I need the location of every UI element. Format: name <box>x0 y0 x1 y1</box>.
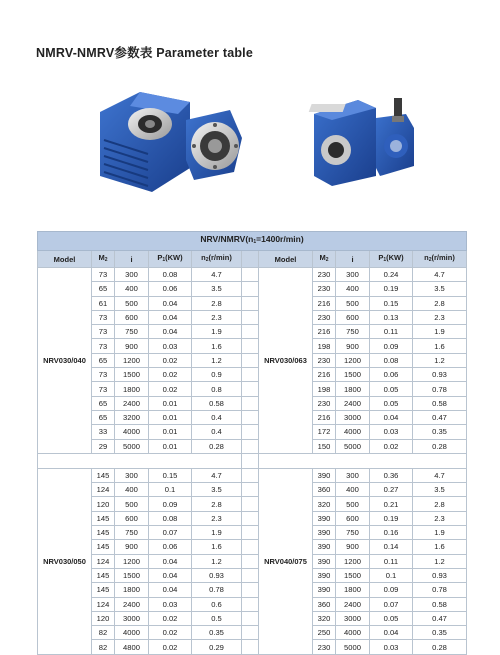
table-cell: 0.03 <box>370 425 413 439</box>
column-gap <box>242 583 259 597</box>
table-cell: 0.24 <box>370 268 413 282</box>
table-cell: 4.7 <box>192 468 242 482</box>
table-cell: 0.08 <box>149 268 192 282</box>
table-cell: 0.58 <box>192 396 242 410</box>
table-cell: 33 <box>92 425 115 439</box>
table-cell: 0.04 <box>149 554 192 568</box>
table-cell: 1200 <box>115 554 149 568</box>
table-cell: 3.5 <box>192 483 242 497</box>
table-cell: 2.8 <box>413 497 467 511</box>
table-cell: 73 <box>92 382 115 396</box>
table-cell: 4000 <box>336 626 370 640</box>
table-cell: 0.02 <box>149 368 192 382</box>
table-row <box>38 325 467 339</box>
table-cell: 2.8 <box>413 296 467 310</box>
model-cell: NRV030/063 <box>259 268 313 454</box>
table-row <box>38 310 467 324</box>
table-cell: 2.3 <box>192 310 242 324</box>
table-cell: 390 <box>313 540 336 554</box>
table-cell: 500 <box>336 497 370 511</box>
table-row <box>38 526 467 540</box>
table-cell: 0.4 <box>192 410 242 424</box>
table-cell: 145 <box>92 568 115 582</box>
table-cell: 600 <box>115 310 149 324</box>
table-cell: 390 <box>313 511 336 525</box>
table-cell: 82 <box>92 640 115 654</box>
table-row <box>38 497 467 511</box>
col-header-i: i <box>115 251 149 268</box>
table-cell: 0.04 <box>370 626 413 640</box>
table-cell: 198 <box>313 382 336 396</box>
table-cell: 900 <box>336 339 370 353</box>
col-header-m2: $M_2$ <box>92 251 115 268</box>
table-cell: 230 <box>313 640 336 654</box>
table-cell: 0.15 <box>370 296 413 310</box>
table-cell: 750 <box>115 325 149 339</box>
table-cell: 0.8 <box>192 382 242 396</box>
column-gap <box>242 282 259 296</box>
table-cell: 1500 <box>115 568 149 582</box>
table-row <box>38 425 467 439</box>
table-cell: 0.05 <box>370 382 413 396</box>
table-cell: 145 <box>92 468 115 482</box>
table-row <box>38 282 467 296</box>
table-cell: 0.02 <box>149 640 192 654</box>
table-cell: 0.06 <box>149 540 192 554</box>
table-cell: 3000 <box>336 410 370 424</box>
column-gap <box>242 497 259 511</box>
table-cell: 230 <box>313 282 336 296</box>
table-cell: 5000 <box>336 439 370 453</box>
column-gap <box>242 483 259 497</box>
column-gap <box>242 439 259 453</box>
table-cell: 0.02 <box>149 611 192 625</box>
table-cell: 0.02 <box>149 626 192 640</box>
table-cell: 2.3 <box>413 511 467 525</box>
table-cell: 500 <box>115 497 149 511</box>
table-cell: 0.4 <box>192 425 242 439</box>
table-cell: 600 <box>336 310 370 324</box>
table-cell: 3200 <box>115 410 149 424</box>
column-gap <box>242 626 259 640</box>
table-cell: 4800 <box>115 640 149 654</box>
col-header-m2: $M_2$ <box>313 251 336 268</box>
table-cell: 198 <box>313 339 336 353</box>
table-cell: 0.01 <box>149 410 192 424</box>
column-gap <box>242 425 259 439</box>
column-gap <box>242 526 259 540</box>
parameter-table <box>37 231 467 655</box>
table-cell: 1.2 <box>413 353 467 367</box>
column-gap <box>242 540 259 554</box>
model-cell: NRV030/050 <box>38 468 92 654</box>
table-cell: 4.7 <box>413 468 467 482</box>
column-gap <box>242 396 259 410</box>
column-gap <box>242 597 259 611</box>
table-row <box>38 268 467 282</box>
table-cell: 390 <box>313 526 336 540</box>
table-cell: 145 <box>92 540 115 554</box>
col-header-n2: $n_2(r/\min)$ <box>413 251 467 268</box>
table-cell: 0.9 <box>192 368 242 382</box>
table-cell: 0.14 <box>370 540 413 554</box>
table-cell: 600 <box>115 511 149 525</box>
table-cell: 230 <box>313 396 336 410</box>
table-cell: 1500 <box>115 368 149 382</box>
column-gap <box>242 325 259 339</box>
table-cell: 29 <box>92 439 115 453</box>
table-cell: 400 <box>336 483 370 497</box>
table-cell: 120 <box>92 611 115 625</box>
col-header-p1: $P_1(KW)$ <box>370 251 413 268</box>
table-cell: 216 <box>313 368 336 382</box>
table-cell: 2.8 <box>192 497 242 511</box>
column-gap <box>242 554 259 568</box>
table-row <box>38 410 467 424</box>
table-cell: 2400 <box>115 597 149 611</box>
table-cell: 1800 <box>115 382 149 396</box>
table-row <box>38 396 467 410</box>
table-cell: 2.8 <box>192 296 242 310</box>
table-cell: 1.2 <box>413 554 467 568</box>
table-cell: 145 <box>92 583 115 597</box>
table-cell: 65 <box>92 353 115 367</box>
table-cell: 0.1 <box>370 568 413 582</box>
table-cell: 2400 <box>336 396 370 410</box>
model-cell: NRV030/040 <box>38 268 92 454</box>
table-cell: 360 <box>313 597 336 611</box>
table-cell: 0.19 <box>370 511 413 525</box>
table-cell: 0.03 <box>149 339 192 353</box>
table-cell: 0.28 <box>192 439 242 453</box>
table-cell: 390 <box>313 468 336 482</box>
table-cell: 61 <box>92 296 115 310</box>
group-spacer <box>38 453 467 468</box>
table-cell: 400 <box>115 483 149 497</box>
table-cell: 0.09 <box>149 497 192 511</box>
table-cell: 0.93 <box>192 568 242 582</box>
table-cell: 73 <box>92 368 115 382</box>
table-cell: 0.21 <box>370 497 413 511</box>
table-cell: 230 <box>313 310 336 324</box>
table-cell: 0.01 <box>149 425 192 439</box>
table-cell: 124 <box>92 483 115 497</box>
table-row <box>38 468 467 482</box>
table-cell: 1200 <box>115 353 149 367</box>
table-cell: 172 <box>313 425 336 439</box>
table-cell: 65 <box>92 410 115 424</box>
page-title: NMRV-NMRV参数表 Parameter table <box>36 46 254 60</box>
table-cell: 0.93 <box>413 568 467 582</box>
table-cell: 1.9 <box>192 526 242 540</box>
table-cell: 750 <box>115 526 149 540</box>
column-gap <box>242 296 259 310</box>
col-header-model: Model <box>259 251 313 268</box>
table-cell: 65 <box>92 282 115 296</box>
table-cell: 1.6 <box>192 339 242 353</box>
table-cell: 0.78 <box>413 583 467 597</box>
table-cell: 4.7 <box>192 268 242 282</box>
table-cell: 300 <box>336 268 370 282</box>
table-cell: 1800 <box>115 583 149 597</box>
table-cell: 1.9 <box>413 526 467 540</box>
table-cell: 0.1 <box>149 483 192 497</box>
table-row <box>38 439 467 453</box>
table-cell: 216 <box>313 325 336 339</box>
table-cell: 1.6 <box>192 540 242 554</box>
table-cell: 0.27 <box>370 483 413 497</box>
table-cell: 0.04 <box>370 410 413 424</box>
table-cell: 0.15 <box>149 468 192 482</box>
table-cell: 500 <box>336 296 370 310</box>
table-cell: 0.02 <box>149 382 192 396</box>
table-cell: 2.3 <box>413 310 467 324</box>
table-cell: 3000 <box>115 611 149 625</box>
col-header-p1: $P_1(KW)$ <box>149 251 192 268</box>
table-row <box>38 597 467 611</box>
table-cell: 0.78 <box>413 382 467 396</box>
table-cell: 0.16 <box>370 526 413 540</box>
table-row <box>38 339 467 353</box>
column-gap <box>242 268 259 282</box>
table-row <box>38 296 467 310</box>
column-gap <box>242 611 259 625</box>
table-cell: 4000 <box>336 425 370 439</box>
column-gap <box>242 568 259 582</box>
column-gap <box>242 382 259 396</box>
table-cell: 1.6 <box>413 540 467 554</box>
table-cell: 0.29 <box>192 640 242 654</box>
table-row <box>38 540 467 554</box>
table-cell: 750 <box>336 526 370 540</box>
table-row <box>38 483 467 497</box>
table-cell: 0.47 <box>413 611 467 625</box>
table-row <box>38 368 467 382</box>
column-gap <box>242 310 259 324</box>
table-cell: 0.58 <box>413 597 467 611</box>
table-row <box>38 511 467 525</box>
table-cell: 145 <box>92 511 115 525</box>
table-cell: 4000 <box>115 626 149 640</box>
table-cell: 1200 <box>336 353 370 367</box>
model-cell: NRV040/075 <box>259 468 313 654</box>
table-row <box>38 626 467 640</box>
table-cell: 500 <box>115 296 149 310</box>
table-row <box>38 568 467 582</box>
table-cell: 124 <box>92 554 115 568</box>
table-cell: 390 <box>313 554 336 568</box>
table-cell: 3.5 <box>192 282 242 296</box>
table-cell: 73 <box>92 325 115 339</box>
table-cell: 0.13 <box>370 310 413 324</box>
table-cell: 0.28 <box>413 640 467 654</box>
table-cell: 0.78 <box>192 583 242 597</box>
table-cell: 120 <box>92 497 115 511</box>
table-cell: 1.6 <box>413 339 467 353</box>
table-cell: 216 <box>313 296 336 310</box>
column-gap <box>242 640 259 654</box>
table-cell: 0.93 <box>413 368 467 382</box>
column-gap <box>242 410 259 424</box>
table-cell: 5000 <box>336 640 370 654</box>
column-gap <box>242 339 259 353</box>
table-cell: 390 <box>313 583 336 597</box>
table-cell: 0.28 <box>413 439 467 453</box>
table-cell: 900 <box>115 540 149 554</box>
table-cell: 1.9 <box>192 325 242 339</box>
table-row <box>38 611 467 625</box>
table-cell: 1500 <box>336 568 370 582</box>
table-cell: 4.7 <box>413 268 467 282</box>
table-cell: 0.35 <box>192 626 242 640</box>
table-cell: 250 <box>313 626 336 640</box>
table-cell: 0.35 <box>413 425 467 439</box>
table-cell: 400 <box>115 282 149 296</box>
table-cell: 0.08 <box>149 511 192 525</box>
table-cell: 600 <box>336 511 370 525</box>
table-cell: 82 <box>92 626 115 640</box>
table-cell: 0.05 <box>370 396 413 410</box>
table-cell: 230 <box>313 353 336 367</box>
table-cell: 900 <box>336 540 370 554</box>
table-cell: 0.19 <box>370 282 413 296</box>
table-row <box>38 353 467 367</box>
table-cell: 73 <box>92 310 115 324</box>
table-cell: 750 <box>336 325 370 339</box>
table-cell: 0.6 <box>192 597 242 611</box>
column-gap <box>242 511 259 525</box>
table-cell: 0.06 <box>149 282 192 296</box>
table-cell: 4000 <box>115 425 149 439</box>
table-cell: 3000 <box>336 611 370 625</box>
table-cell: 150 <box>313 439 336 453</box>
table-cell: 0.03 <box>149 597 192 611</box>
table-cell: 65 <box>92 396 115 410</box>
table-cell: 320 <box>313 611 336 625</box>
table-cell: 0.5 <box>192 611 242 625</box>
table-row <box>38 554 467 568</box>
table-cell: 0.02 <box>370 439 413 453</box>
table-cell: 0.11 <box>370 554 413 568</box>
table-cell: 0.07 <box>370 597 413 611</box>
table-cell: 2400 <box>336 597 370 611</box>
table-cell: 0.05 <box>370 611 413 625</box>
table-cell: 0.04 <box>149 296 192 310</box>
table-cell: 216 <box>313 410 336 424</box>
table-cell: 3.5 <box>413 483 467 497</box>
table-cell: 0.36 <box>370 468 413 482</box>
table-row <box>38 640 467 654</box>
table-cell: 1.2 <box>192 554 242 568</box>
table-cell: 1800 <box>336 583 370 597</box>
table-cell: 145 <box>92 526 115 540</box>
table-cell: 0.35 <box>413 626 467 640</box>
column-gap <box>242 353 259 367</box>
table-cell: 0.03 <box>370 640 413 654</box>
table-cell: 3.5 <box>413 282 467 296</box>
col-header-model: Model <box>38 251 92 268</box>
table-cell: 0.01 <box>149 439 192 453</box>
table-cell: 0.01 <box>149 396 192 410</box>
table-cell: 2400 <box>115 396 149 410</box>
column-gap <box>242 368 259 382</box>
table-cell: 0.58 <box>413 396 467 410</box>
table-cell: 0.06 <box>370 368 413 382</box>
table-cell: 1.2 <box>192 353 242 367</box>
table-cell: 5000 <box>115 439 149 453</box>
table-cell: 1200 <box>336 554 370 568</box>
table-cell: 124 <box>92 597 115 611</box>
col-gap <box>242 251 259 268</box>
table-cell: 0.07 <box>149 526 192 540</box>
table-cell: 1800 <box>336 382 370 396</box>
table-cell: 0.11 <box>370 325 413 339</box>
gearbox-photo-large <box>82 80 262 195</box>
table-cell: 360 <box>313 483 336 497</box>
table-cell: 390 <box>313 568 336 582</box>
table-cell: 0.04 <box>149 583 192 597</box>
table-cell: 0.04 <box>149 568 192 582</box>
table-cell: 300 <box>115 268 149 282</box>
table-cell: 0.04 <box>149 325 192 339</box>
table-cell: 1.9 <box>413 325 467 339</box>
table-cell: 0.02 <box>149 353 192 367</box>
table-row <box>38 382 467 396</box>
col-header-n2: $n_2(r/\min)$ <box>192 251 242 268</box>
table-cell: 300 <box>336 468 370 482</box>
column-gap <box>242 468 259 482</box>
table-cell: 900 <box>115 339 149 353</box>
table-cell: 1500 <box>336 368 370 382</box>
table-cell: 0.47 <box>413 410 467 424</box>
table-cell: 300 <box>115 468 149 482</box>
col-header-i: i <box>336 251 370 268</box>
table-banner: NRV/$NMRV(n_1=1400r/\min)$ <box>38 232 467 251</box>
table-cell: 400 <box>336 282 370 296</box>
table-cell: 230 <box>313 268 336 282</box>
table-cell: 73 <box>92 339 115 353</box>
table-cell: 2.3 <box>192 511 242 525</box>
table-cell: 320 <box>313 497 336 511</box>
table-row <box>38 583 467 597</box>
gearbox-photo-small <box>296 92 426 187</box>
table-cell: 0.08 <box>370 353 413 367</box>
table-cell: 0.04 <box>149 310 192 324</box>
table-cell: 0.09 <box>370 339 413 353</box>
table-cell: 0.09 <box>370 583 413 597</box>
table-cell: 73 <box>92 268 115 282</box>
